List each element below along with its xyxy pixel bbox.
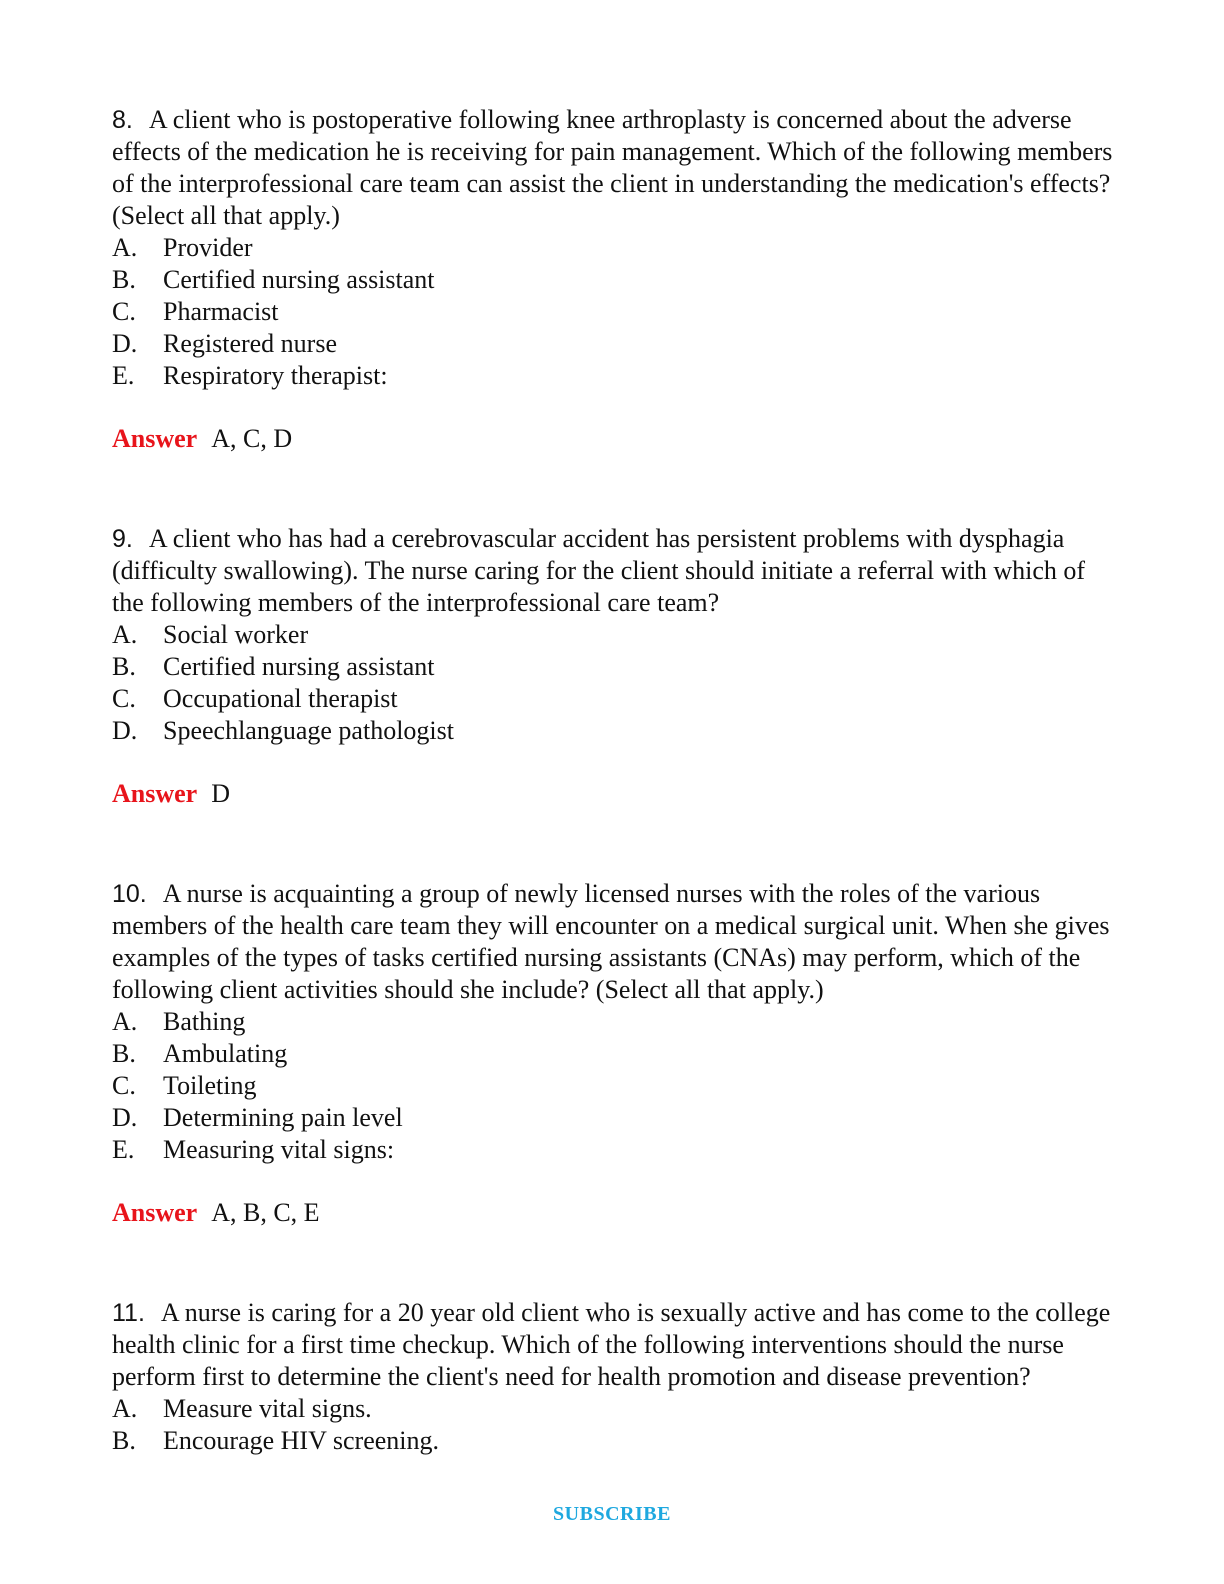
option-text: Certified nursing assistant: [163, 652, 435, 681]
option-d: [112, 328, 1122, 360]
option-letter: C.: [112, 1071, 136, 1100]
option-letter: B.: [112, 1039, 136, 1068]
option-text: Provider: [163, 233, 253, 262]
option-list: [112, 1393, 1122, 1457]
answer-value: A, B, C, E: [211, 1198, 320, 1227]
option-letter: B.: [112, 652, 136, 681]
option-letter: A.: [112, 620, 138, 649]
option-d: [112, 1102, 1122, 1134]
question-text: A client who has had a cerebrovascular accident has persistent problems with dysphagia (difficulty swallowing). The nurse caring for the client should initiate a referral with which of the following members of the interprofessional care team?: [112, 524, 1086, 617]
option-list: [112, 232, 1122, 392]
question-stem: [112, 1297, 1122, 1393]
question-number: 9.: [112, 525, 133, 553]
option-a: [112, 1006, 1122, 1038]
answer-value: A, C, D: [211, 424, 293, 453]
option-text: Ambulating: [163, 1039, 288, 1068]
option-letter: E.: [112, 1135, 135, 1164]
option-list: [112, 619, 1122, 747]
option-c: [112, 296, 1122, 328]
option-list: [112, 1006, 1122, 1166]
option-b: [112, 1038, 1122, 1070]
option-a: [112, 1393, 1122, 1425]
option-text: Occupational therapist: [163, 684, 398, 713]
question-text: A client who is postoperative following knee arthroplasty is concerned about the adverse effects of the medication he is receiving for pain management. Which of the following members of the interprofessional care team can assist the client in understanding the medication's effects? (Select all that apply.): [112, 105, 1113, 230]
answer-value: D: [211, 779, 230, 808]
option-b: [112, 651, 1122, 683]
option-text: Determining pain level: [163, 1103, 403, 1132]
option-text: Measuring vital signs:: [163, 1135, 395, 1164]
question-stem: [112, 878, 1122, 1006]
option-text: Speechlanguage pathologist: [163, 716, 454, 745]
option-c: [112, 683, 1122, 715]
subscribe-link[interactable]: SUBSCRIBE: [553, 1503, 671, 1525]
option-text: Social worker: [163, 620, 309, 649]
option-letter: B.: [112, 1426, 136, 1455]
option-text: Respiratory therapist:: [163, 361, 388, 390]
option-e: [112, 360, 1122, 392]
question-document: [112, 104, 1122, 1457]
question-number: 10.: [112, 880, 147, 908]
option-letter: E.: [112, 361, 135, 390]
answer-line: [112, 1197, 1122, 1229]
question-number: 8.: [112, 106, 133, 134]
option-b: [112, 1425, 1122, 1457]
question-10: [112, 878, 1122, 1229]
option-a: [112, 619, 1122, 651]
option-text: Measure vital signs.: [163, 1394, 372, 1423]
question-text: A nurse is caring for a 20 year old client who is sexually active and has come to the college health clinic for a first time checkup. Which of the following interventions should the nurse perform first to determine the client's need for health promotion and disease prevention?: [112, 1298, 1111, 1391]
answer-line: [112, 778, 1122, 810]
option-text: Bathing: [163, 1007, 246, 1036]
option-letter: C.: [112, 297, 136, 326]
option-text: Toileting: [163, 1071, 257, 1100]
answer-label: Answer: [112, 424, 198, 453]
option-letter: B.: [112, 265, 136, 294]
question-text: A nurse is acquainting a group of newly licensed nurses with the roles of the various members of the health care team they will encounter on a medical surgical unit. When she gives examples of the types of tasks certified nursing assistants (CNAs) may perform, which of the following client activities should she include? (Select all that apply.): [112, 879, 1110, 1004]
option-letter: D.: [112, 716, 138, 745]
question-8: [112, 104, 1122, 455]
option-letter: A.: [112, 1394, 138, 1423]
option-b: [112, 264, 1122, 296]
option-a: [112, 232, 1122, 264]
answer-label: Answer: [112, 779, 198, 808]
option-text: Pharmacist: [163, 297, 279, 326]
option-letter: D.: [112, 1103, 138, 1132]
question-9: [112, 523, 1122, 810]
option-e: [112, 1134, 1122, 1166]
answer-line: [112, 423, 1122, 455]
option-c: [112, 1070, 1122, 1102]
question-11: [112, 1297, 1122, 1457]
question-stem: [112, 523, 1122, 619]
option-letter: A.: [112, 1007, 138, 1036]
option-letter: D.: [112, 329, 138, 358]
answer-label: Answer: [112, 1198, 198, 1227]
question-number: 11.: [112, 1299, 145, 1327]
option-text: Encourage HIV screening.: [163, 1426, 440, 1455]
option-letter: C.: [112, 684, 136, 713]
option-d: [112, 715, 1122, 747]
option-text: Certified nursing assistant: [163, 265, 435, 294]
option-text: Registered nurse: [163, 329, 338, 358]
option-letter: A.: [112, 233, 138, 262]
question-stem: [112, 104, 1122, 232]
